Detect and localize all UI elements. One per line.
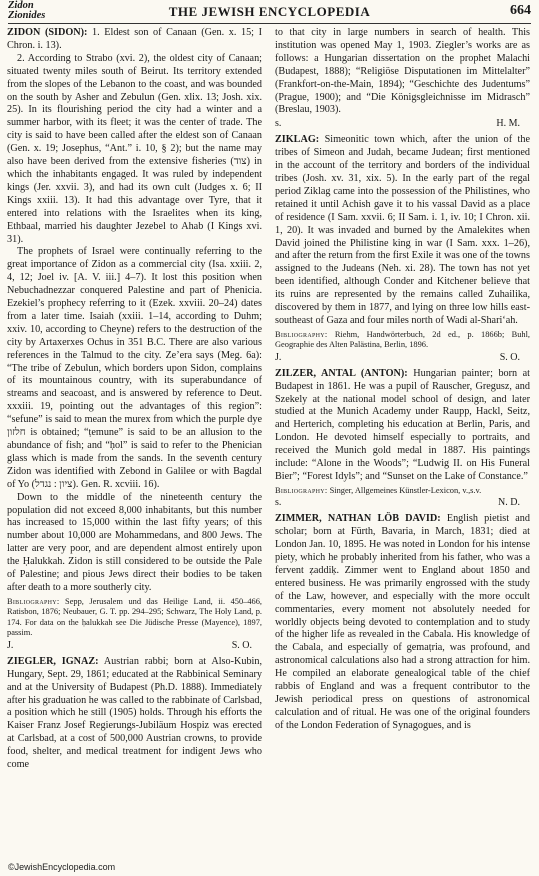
guide-word-first: Zidon bbox=[8, 0, 34, 11]
bibliography-zidon bbox=[7, 597, 262, 639]
bibliography-label: Bibliography: bbox=[7, 596, 60, 606]
guide-word-last: Zionides bbox=[8, 10, 46, 21]
signature-initial-right: N. D. bbox=[498, 497, 520, 509]
article-zidon-paragraph-4: Down to the middle of the nineteenth century the population did not exceed 8,000 inhabitants, but this number has increased to 15,000 within the last fifty years; of this number about 10,000 are Mohammedans, and 800 Jews. The latter are very poor, and are dependent almost entirely upon the Ḥalukkah. Zidon is still considered to be outside the Pale of Palestine; and pious Jews direct their bodies to be taken after death to a more southerly city. bbox=[7, 491, 262, 593]
bibliography-text: Singer, Allgemeines Künstler-Lexicon, v.,s.v. bbox=[329, 485, 482, 495]
article-ziegler-continuation: to that city in large numbers in search of health. This institution was opened May 1, 1903. Ziegler’s works are as follows: a Hungarian dissertation on the prophet Malachi (Budapest, 1888); “Religiöse Disputationen im Mittelalter” (Frankfort-on-the-Main, 1894); “Geschichte des Judentums” (Prague, 1900); and “Die Königsgleichnisse im Midrasch” (Breslau, 1903). bbox=[275, 27, 530, 116]
bibliography-text: Riehm, Handwörterbuch, 2d ed., p. 1866b; Buhl, Geographie des Alten Palästina, Berlin, 1896. bbox=[275, 329, 530, 350]
signature-initial-right: H. M. bbox=[496, 118, 520, 130]
bibliography-ziklag bbox=[275, 330, 530, 351]
article-text: Simeonitic town which, after the union of the tribes of Simeon and Judah, became Judean; first mentioned in the account of the territory and borders of the individual tribes (Josh. xv. 31, xix. 5). In the early part of the regal period Ziklag came into the possession of the Philistines, who retained it until Achish gave it to his vassal David as a place of residence (I Sam. xxvii. 6; II Sam. i. 1, iv. 10; I Chron. xii. 1, 20). It was invaded and burned by the Amalekites when David joined the Philistine king in war (I Sam. xxx. 1–26), and after the return from the first Exile it was one of the towns assigned to the Judeans (Neh. xi. 28). The town has not yet been identified, although Conder and Kitchener believe that its ruins are represented by the remains called Zuhailika, discovered by them in 1877, and lying on three low hills east-southeast of Gaza and four miles north of Wadi al-Shari‘ah. bbox=[275, 134, 530, 326]
page-number: 664 bbox=[510, 3, 531, 18]
article-zimmer-paragraph-1 bbox=[275, 513, 530, 732]
article-ziklag-paragraph-1 bbox=[275, 134, 530, 328]
bibliography-label: Bibliography: bbox=[275, 485, 328, 495]
article-text: English pietist and scholar; born at Fürth, Bavaria, in March, 1831; died at London Jan. 10, 1895. He was noted in London for his intense piety, which he probably inherited from his father, who was a fervent ẓaddiḳ. Zimmer went to England about 1850 and entered business. He was primarily engrossed with the study of the Law, however, and especially with the more occult commentaries, every moment not absolutely needed for worldly objects being devoted to contemplation and to study of the higher life as revealed in the Cabala. His knowledge of the Cabala, and especially of gemaṭria, was profound, and astronomical calculations also had a strong attraction for him. He compiled an elaborate genealogical table of the chief rabbis of England and was a frequent contributor to the Jewish periodical press on questions of astronomical calculation and of ritual. He was one of the original founders of the London Federation of Synagogues, and is bbox=[275, 513, 530, 731]
article-zilzer-paragraph-1 bbox=[275, 368, 530, 484]
author-signature-zilzer bbox=[275, 497, 530, 510]
signature-initial-right: S. O. bbox=[231, 639, 252, 651]
author-signature-zidon bbox=[7, 640, 262, 653]
publication-title: THE JEWISH ENCYCLOPEDIA bbox=[168, 4, 371, 19]
bibliography-text: Sepp, Jerusalem und das Heilige Land, ii. 450–466, Ratisbon, 1876; Neubauer, G. T. pp. 294–295; Schwarz, The Holy Land, p. 174. For data on the ḥalukkah see Die Jüdische Presse (Mayence), 1897, passim. bbox=[7, 596, 262, 638]
left-column bbox=[7, 27, 262, 857]
article-text: Hungarian painter; born at Budapest in 1861. He was a pupil of Rauscher, Gregusz, and Szekely at the national model school of design, and later studied at the Munich Academy under Raupp, Hackl, Seitz, and Herterich, completing his education at Berlin, Paris, and London. He devoted himself especially to portraits, and received the Munich gold medal in 1887. His paintings include: “Alone in the Woods”; “Ludwig II. on His Funeral Bier”; “Forest Idyls”; and “Sunset on the Lake of Constance.” bbox=[275, 367, 530, 482]
page-header bbox=[8, 1, 531, 24]
bibliography-label: Bibliography: bbox=[275, 329, 328, 339]
signature-initial-left: J. bbox=[7, 639, 14, 651]
right-column bbox=[275, 27, 530, 857]
article-heading-ziegler: ZIEGLER, IGNAZ: bbox=[7, 655, 99, 667]
article-text: Austrian rabbi; born at Also-Kubin, Hungary, Sept. 29, 1861; educated at the Rabbinical Seminary and at the University of Budapest (Ph.D. 1888). Immediately after his graduation he was called to the rabbinate of Carlsbad, a position which he still (1905) holds. Through his efforts the Kaiser Franz Josef Regierungs-Jubiläum Hospiz was erected at Carlsbad, at a cost of 500,000 Austrian crowns, to provide food, shelter, and medical treatment for indigent Jews who come bbox=[7, 655, 262, 771]
article-heading-zimmer: ZIMMER, NATHAN LÖB DAVID: bbox=[275, 513, 441, 525]
article-zidon-paragraph-1 bbox=[7, 27, 262, 53]
article-zidon-paragraph-2: 2. According to Strabo (xvi. 2), the oldest city of Canaan; situated twenty miles south of Beirut. Its territory extended from the slopes of the Lebanon to the coast, and was bounded on the south by Asher and Zebulun (Gen. xlix. 13; Josh. xix. 25). In its flourishing period the city had a winter and a summer harbor, with its fleet; it was the center of trade. The city is said to have been called after the eldest son of Canaan (Gen. x. 19; Josephus, “Ant.” i. 10, § 2); but the name may also have been derived from the extensive fisheries (צוד) in which the inhabitants engaged. It was ruled by independent kings (Jer. xxvii. 3), and had its own cult (Judges x. 6; II Kings xxiii. 13). It had this advantage over Tyre, that it entered into relations with the Israelites when its king, Ethbaal, married his daughter Jezebel to Ahab (I Kings xvi. 31). bbox=[7, 52, 262, 245]
signature-initial-left: s. bbox=[275, 497, 282, 509]
copyright-footer: ©JewishEncyclopedia.com bbox=[8, 862, 116, 872]
article-text: 1. Eldest son of Canaan (Gen. x. 15; I Chron. i. 13). bbox=[7, 27, 262, 51]
article-zidon-paragraph-3: The prophets of Israel were continually referring to the great importance of Zidon as a commercial city (Isa. xxiii. 2, 4, 12; Joel iv. [A. V. iii.] 4–7). It lost this position when Nebuchadnezzar conquered Palestine and part of Phenicia. Ezekiel’s prophecy referring to it (Ezek. xxviii. 20–24) dates from a later time. Isaiah (xxiii. 1–14, according to Duhm; xxiv. 10, according to Cheyne) refers to the destruction of the city by Artaxerxes Ochus in 351 B.C. There are also various references in the Talmud to the city. Ze’era says (Meg. 6a): “The tribe of Zebulun, which borders upon Sidon, complains of its mountainous country, with its superabundance of streams and seacoast, and is answered by reference to Deut. xxxiii. 19, pointing out the advantages of this region”: “sefune” is said to mean the murex from which the purple dye חלזון is obtained; “ṭemune” is said to be an allusion to the abundance of fish; and “ḥol” is said to refer to the Phenician glass which is made from the sands. In the seventh century Zidon was identified with Zebond in Galilee or with Bagdal of Yo (ציון : נגדל). Gen. R. xcviii. 16). bbox=[7, 246, 262, 490]
article-ziegler-paragraph-1 bbox=[7, 656, 262, 772]
bibliography-zilzer bbox=[275, 486, 530, 497]
signature-initial-left: J. bbox=[275, 351, 282, 363]
article-heading-zilzer: ZILZER, ANTAL (ANTON): bbox=[275, 367, 408, 379]
signature-initial-left: s. bbox=[275, 118, 282, 130]
signature-initial-right: S. O. bbox=[499, 351, 520, 363]
author-signature-ziegler bbox=[275, 118, 530, 131]
article-heading-zidon: ZIDON (SIDON): bbox=[7, 27, 88, 38]
author-signature-ziklag bbox=[275, 352, 530, 365]
article-heading-ziklag: ZIKLAG: bbox=[275, 134, 320, 146]
